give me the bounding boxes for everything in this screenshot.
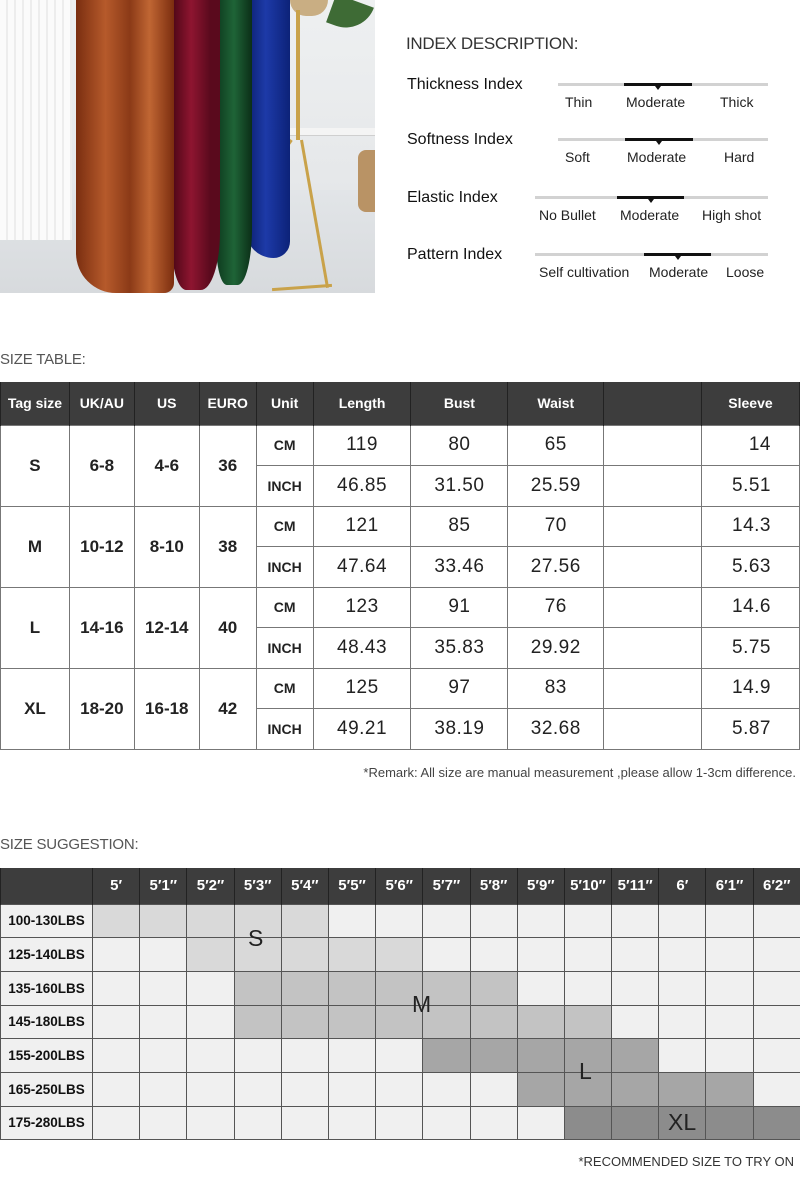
zone-label-l: L	[579, 1058, 592, 1084]
grid-cell-empty	[517, 938, 564, 972]
grid-cell-empty	[140, 1005, 187, 1039]
grid-cell-l	[706, 1072, 753, 1106]
grid-cell-empty	[93, 1106, 140, 1140]
header-sleeve: Sleeve	[701, 382, 799, 425]
unit-cell: CM	[256, 425, 313, 466]
length-cell: 46.85	[313, 466, 411, 507]
us-size: 12-14	[134, 587, 199, 668]
recommended-footnote: *RECOMMENDED SIZE TO TRY ON	[578, 1154, 794, 1169]
grid-cell-s	[187, 938, 234, 972]
grid-cell-empty	[234, 1039, 281, 1073]
length-cell: 47.64	[313, 547, 411, 588]
grid-cell-empty	[423, 1106, 470, 1140]
unit-cell: CM	[256, 506, 313, 547]
grid-cell-s	[281, 904, 328, 938]
size-suggestion-title: SIZE SUGGESTION:	[0, 836, 139, 853]
skirt-wine	[172, 0, 220, 290]
weight-label: 155-200LBS	[1, 1039, 93, 1073]
us-size: 8-10	[134, 506, 199, 587]
index-label: Softness Index	[407, 131, 513, 148]
weight-row	[1, 1005, 800, 1039]
grid-cell-empty	[423, 1072, 470, 1106]
grid-cell-empty	[612, 971, 659, 1005]
grid-cell-empty	[376, 1039, 423, 1073]
sleeve-cell: 5.87	[701, 709, 799, 750]
unit-cell: INCH	[256, 709, 313, 750]
blank-cell	[604, 668, 702, 709]
photo-basket	[358, 150, 375, 212]
waist-cell: 32.68	[508, 709, 604, 750]
bust-cell: 97	[411, 668, 508, 709]
weight-label: 175-280LBS	[1, 1106, 93, 1140]
grid-cell-xl	[753, 1106, 800, 1140]
header-euro: EURO	[199, 382, 256, 425]
waist-cell: 29.92	[508, 628, 604, 669]
length-cell: 121	[313, 506, 411, 547]
height-header: 5′8″	[470, 868, 517, 904]
height-header: 5′7″	[423, 868, 470, 904]
grid-cell-empty	[753, 1005, 800, 1039]
grid-cell-empty	[140, 971, 187, 1005]
index-marker	[625, 138, 693, 141]
grid-cell-empty	[140, 1039, 187, 1073]
grid-cell-empty	[234, 1106, 281, 1140]
uk-au-size: 14-16	[69, 587, 134, 668]
height-header: 6′1″	[706, 868, 753, 904]
waist-cell: 65	[508, 425, 604, 466]
height-header: 5′4″	[281, 868, 328, 904]
skirt-green	[216, 0, 252, 285]
weight-label: 145-180LBS	[1, 1005, 93, 1039]
tag-size: M	[1, 506, 70, 587]
height-header: 5′2″	[187, 868, 234, 904]
grid-cell-empty	[281, 1072, 328, 1106]
grid-cell-empty	[281, 1106, 328, 1140]
length-cell: 123	[313, 587, 411, 628]
grid-cell-empty	[659, 904, 706, 938]
blank-cell	[604, 425, 702, 466]
height-header-row	[1, 868, 800, 904]
height-header: 5′9″	[517, 868, 564, 904]
grid-cell-empty	[140, 1072, 187, 1106]
size-suggestion-grid	[0, 868, 800, 1140]
index-option: Thick	[720, 94, 754, 110]
grid-cell-empty	[659, 938, 706, 972]
bust-cell: 33.46	[411, 547, 508, 588]
index-row-softness	[406, 131, 786, 171]
blank-cell	[604, 466, 702, 507]
grid-cell-empty	[93, 971, 140, 1005]
unit-cell: CM	[256, 668, 313, 709]
blank-cell	[604, 587, 702, 628]
waist-cell: 76	[508, 587, 604, 628]
waist-cell: 70	[508, 506, 604, 547]
grid-cell-s	[187, 904, 234, 938]
height-header: 6′2″	[753, 868, 800, 904]
header-waist: Waist	[508, 382, 604, 425]
grid-cell-empty	[564, 904, 611, 938]
grid-cell-m	[470, 1005, 517, 1039]
size-table-header	[1, 382, 800, 425]
grid-cell-empty	[612, 904, 659, 938]
grid-cell-m	[281, 1005, 328, 1039]
grid-cell-empty	[93, 1005, 140, 1039]
uk-au-size: 18-20	[69, 668, 134, 749]
sleeve-cell: 5.63	[701, 547, 799, 588]
header-unit: Unit	[256, 382, 313, 425]
grid-cell-empty	[612, 938, 659, 972]
table-row	[1, 587, 800, 628]
grid-cell-empty	[612, 1005, 659, 1039]
unit-cell: INCH	[256, 547, 313, 588]
index-row-elastic	[406, 189, 786, 229]
uk-au-size: 10-12	[69, 506, 134, 587]
index-label: Thickness Index	[407, 76, 523, 93]
grid-cell-empty	[564, 938, 611, 972]
photo-plant-leaf	[326, 0, 374, 36]
skirt-blue	[246, 0, 290, 258]
bust-cell: 38.19	[411, 709, 508, 750]
bust-cell: 31.50	[411, 466, 508, 507]
grid-cell-s	[281, 938, 328, 972]
length-cell: 48.43	[313, 628, 411, 669]
photo-curtain	[0, 0, 72, 240]
index-label: Elastic Index	[407, 189, 498, 206]
weight-row	[1, 971, 800, 1005]
grid-cell-empty	[470, 904, 517, 938]
grid-cell-empty	[753, 904, 800, 938]
weight-label: 165-250LBS	[1, 1072, 93, 1106]
index-option: Thin	[565, 94, 593, 110]
grid-cell-empty	[753, 1039, 800, 1073]
grid-cell-xl	[706, 1106, 753, 1140]
header-length: Length	[313, 382, 411, 425]
grid-cell-s	[93, 904, 140, 938]
grid-cell-empty	[470, 1072, 517, 1106]
zone-label-xl: XL	[668, 1109, 697, 1135]
index-marker	[617, 196, 684, 199]
unit-cell: INCH	[256, 628, 313, 669]
grid-cell-empty	[140, 1106, 187, 1140]
index-marker	[624, 83, 692, 86]
grid-cell-empty	[376, 1072, 423, 1106]
grid-cell-empty	[517, 1106, 564, 1140]
weight-label: 100-130LBS	[1, 904, 93, 938]
length-cell: 125	[313, 668, 411, 709]
table-row	[1, 506, 800, 547]
bust-cell: 80	[411, 425, 508, 466]
grid-cell-empty	[140, 938, 187, 972]
grid-cell-empty	[423, 938, 470, 972]
skirt-rust	[76, 0, 174, 293]
size-remark: *Remark: All size are manual measurement ,please allow 1-3cm difference.	[363, 765, 796, 780]
grid-cell-empty	[659, 1005, 706, 1039]
header-corner	[1, 868, 93, 904]
waist-cell: 27.56	[508, 547, 604, 588]
grid-cell-empty	[187, 1106, 234, 1140]
index-option-selected: Moderate	[649, 264, 709, 280]
grid-cell-l	[612, 1039, 659, 1073]
size-table	[0, 382, 800, 750]
header-uk-au: UK/AU	[69, 382, 134, 425]
grid-cell-empty	[517, 904, 564, 938]
height-header: 5′11″	[612, 868, 659, 904]
height-header: 5′6″	[376, 868, 423, 904]
height-header: 5′10″	[564, 868, 611, 904]
blank-cell	[604, 506, 702, 547]
height-header: 6′	[659, 868, 706, 904]
grid-cell-empty	[328, 1039, 375, 1073]
tag-size: L	[1, 587, 70, 668]
waist-cell: 83	[508, 668, 604, 709]
grid-cell-empty	[753, 971, 800, 1005]
us-size: 16-18	[134, 668, 199, 749]
grid-cell-xl	[564, 1106, 611, 1140]
grid-cell-m	[328, 971, 375, 1005]
grid-cell-empty	[187, 1072, 234, 1106]
height-header: 5′1″	[140, 868, 187, 904]
grid-cell-empty	[187, 1005, 234, 1039]
table-row	[1, 668, 800, 709]
blank-cell	[604, 628, 702, 669]
index-marker	[644, 253, 711, 256]
size-table-title: SIZE TABLE:	[0, 351, 86, 368]
weight-row	[1, 904, 800, 938]
euro-size: 38	[199, 506, 256, 587]
grid-cell-s	[328, 938, 375, 972]
grid-cell-m	[234, 1005, 281, 1039]
grid-cell-m	[234, 971, 281, 1005]
grid-cell-xl	[612, 1106, 659, 1140]
grid-cell-empty	[753, 1072, 800, 1106]
us-size: 4-6	[134, 425, 199, 506]
grid-cell-empty	[93, 1039, 140, 1073]
sleeve-cell: 14.3	[701, 506, 799, 547]
euro-size: 36	[199, 425, 256, 506]
grid-cell-s	[140, 904, 187, 938]
grid-cell-empty	[187, 1039, 234, 1073]
grid-cell-m	[564, 1005, 611, 1039]
product-photo	[0, 0, 375, 293]
bust-cell: 91	[411, 587, 508, 628]
grid-cell-l	[517, 1072, 564, 1106]
sleeve-cell: 14	[701, 425, 799, 466]
grid-cell-empty	[376, 1106, 423, 1140]
blank-cell	[604, 547, 702, 588]
grid-cell-empty	[187, 971, 234, 1005]
weight-label: 125-140LBS	[1, 938, 93, 972]
grid-cell-empty	[706, 1005, 753, 1039]
sleeve-cell: 5.51	[701, 466, 799, 507]
bust-cell: 85	[411, 506, 508, 547]
index-option-selected: Moderate	[626, 94, 686, 110]
unit-cell: CM	[256, 587, 313, 628]
index-option: Soft	[565, 149, 590, 165]
index-option-selected: Moderate	[627, 149, 687, 165]
grid-cell-empty	[659, 971, 706, 1005]
uk-au-size: 6-8	[69, 425, 134, 506]
height-header: 5′5″	[328, 868, 375, 904]
grid-cell-empty	[564, 971, 611, 1005]
weight-label: 135-160LBS	[1, 971, 93, 1005]
grid-cell-empty	[706, 904, 753, 938]
grid-cell-m	[281, 971, 328, 1005]
sleeve-cell: 5.75	[701, 628, 799, 669]
index-label: Pattern Index	[407, 246, 503, 263]
grid-cell-l	[423, 1039, 470, 1073]
header-bust: Bust	[411, 382, 508, 425]
grid-cell-l	[612, 1072, 659, 1106]
grid-cell-empty	[706, 971, 753, 1005]
bust-cell: 35.83	[411, 628, 508, 669]
header-tag-size: Tag size	[1, 382, 70, 425]
index-row-thickness	[406, 76, 786, 116]
waist-cell: 25.59	[508, 466, 604, 507]
index-option: Hard	[724, 149, 755, 165]
grid-cell-empty	[706, 1039, 753, 1073]
grid-cell-empty	[281, 1039, 328, 1073]
grid-cell-empty	[234, 1072, 281, 1106]
index-title: INDEX DESCRIPTION:	[406, 34, 579, 53]
grid-cell-l	[659, 1072, 706, 1106]
index-option: Loose	[726, 264, 765, 280]
grid-cell-empty	[328, 1106, 375, 1140]
grid-cell-m	[328, 1005, 375, 1039]
index-option: High shot	[702, 207, 762, 223]
grid-cell-empty	[423, 904, 470, 938]
grid-cell-empty	[93, 938, 140, 972]
grid-cell-m	[470, 971, 517, 1005]
grid-cell-l	[470, 1039, 517, 1073]
index-option: Self cultivation	[539, 264, 630, 280]
grid-cell-empty	[753, 938, 800, 972]
grid-cell-s	[376, 938, 423, 972]
euro-size: 42	[199, 668, 256, 749]
grid-cell-empty	[328, 1072, 375, 1106]
index-option: No Bullet	[539, 207, 596, 223]
grid-cell-empty	[517, 971, 564, 1005]
height-header: 5′3″	[234, 868, 281, 904]
grid-cell-m	[517, 1005, 564, 1039]
grid-cell-empty	[376, 904, 423, 938]
length-cell: 49.21	[313, 709, 411, 750]
grid-cell-empty	[93, 1072, 140, 1106]
zone-label-m: M	[412, 991, 432, 1017]
tag-size: S	[1, 425, 70, 506]
weight-row	[1, 1072, 800, 1106]
sleeve-cell: 14.9	[701, 668, 799, 709]
height-header: 5′	[93, 868, 140, 904]
index-row-pattern	[406, 246, 786, 286]
header-us: US	[134, 382, 199, 425]
zone-label-s: S	[248, 925, 264, 951]
grid-cell-empty	[328, 904, 375, 938]
header-blank	[604, 382, 702, 425]
blank-cell	[604, 709, 702, 750]
grid-cell-empty	[470, 938, 517, 972]
stand-pole	[296, 10, 300, 140]
unit-cell: INCH	[256, 466, 313, 507]
weight-row	[1, 938, 800, 972]
grid-cell-empty	[470, 1106, 517, 1140]
table-row	[1, 425, 800, 466]
grid-cell-empty	[659, 1039, 706, 1073]
euro-size: 40	[199, 587, 256, 668]
tag-size: XL	[1, 668, 70, 749]
length-cell: 119	[313, 425, 411, 466]
weight-row	[1, 1039, 800, 1073]
grid-cell-empty	[706, 938, 753, 972]
sleeve-cell: 14.6	[701, 587, 799, 628]
grid-cell-l	[517, 1039, 564, 1073]
index-option-selected: Moderate	[620, 207, 680, 223]
